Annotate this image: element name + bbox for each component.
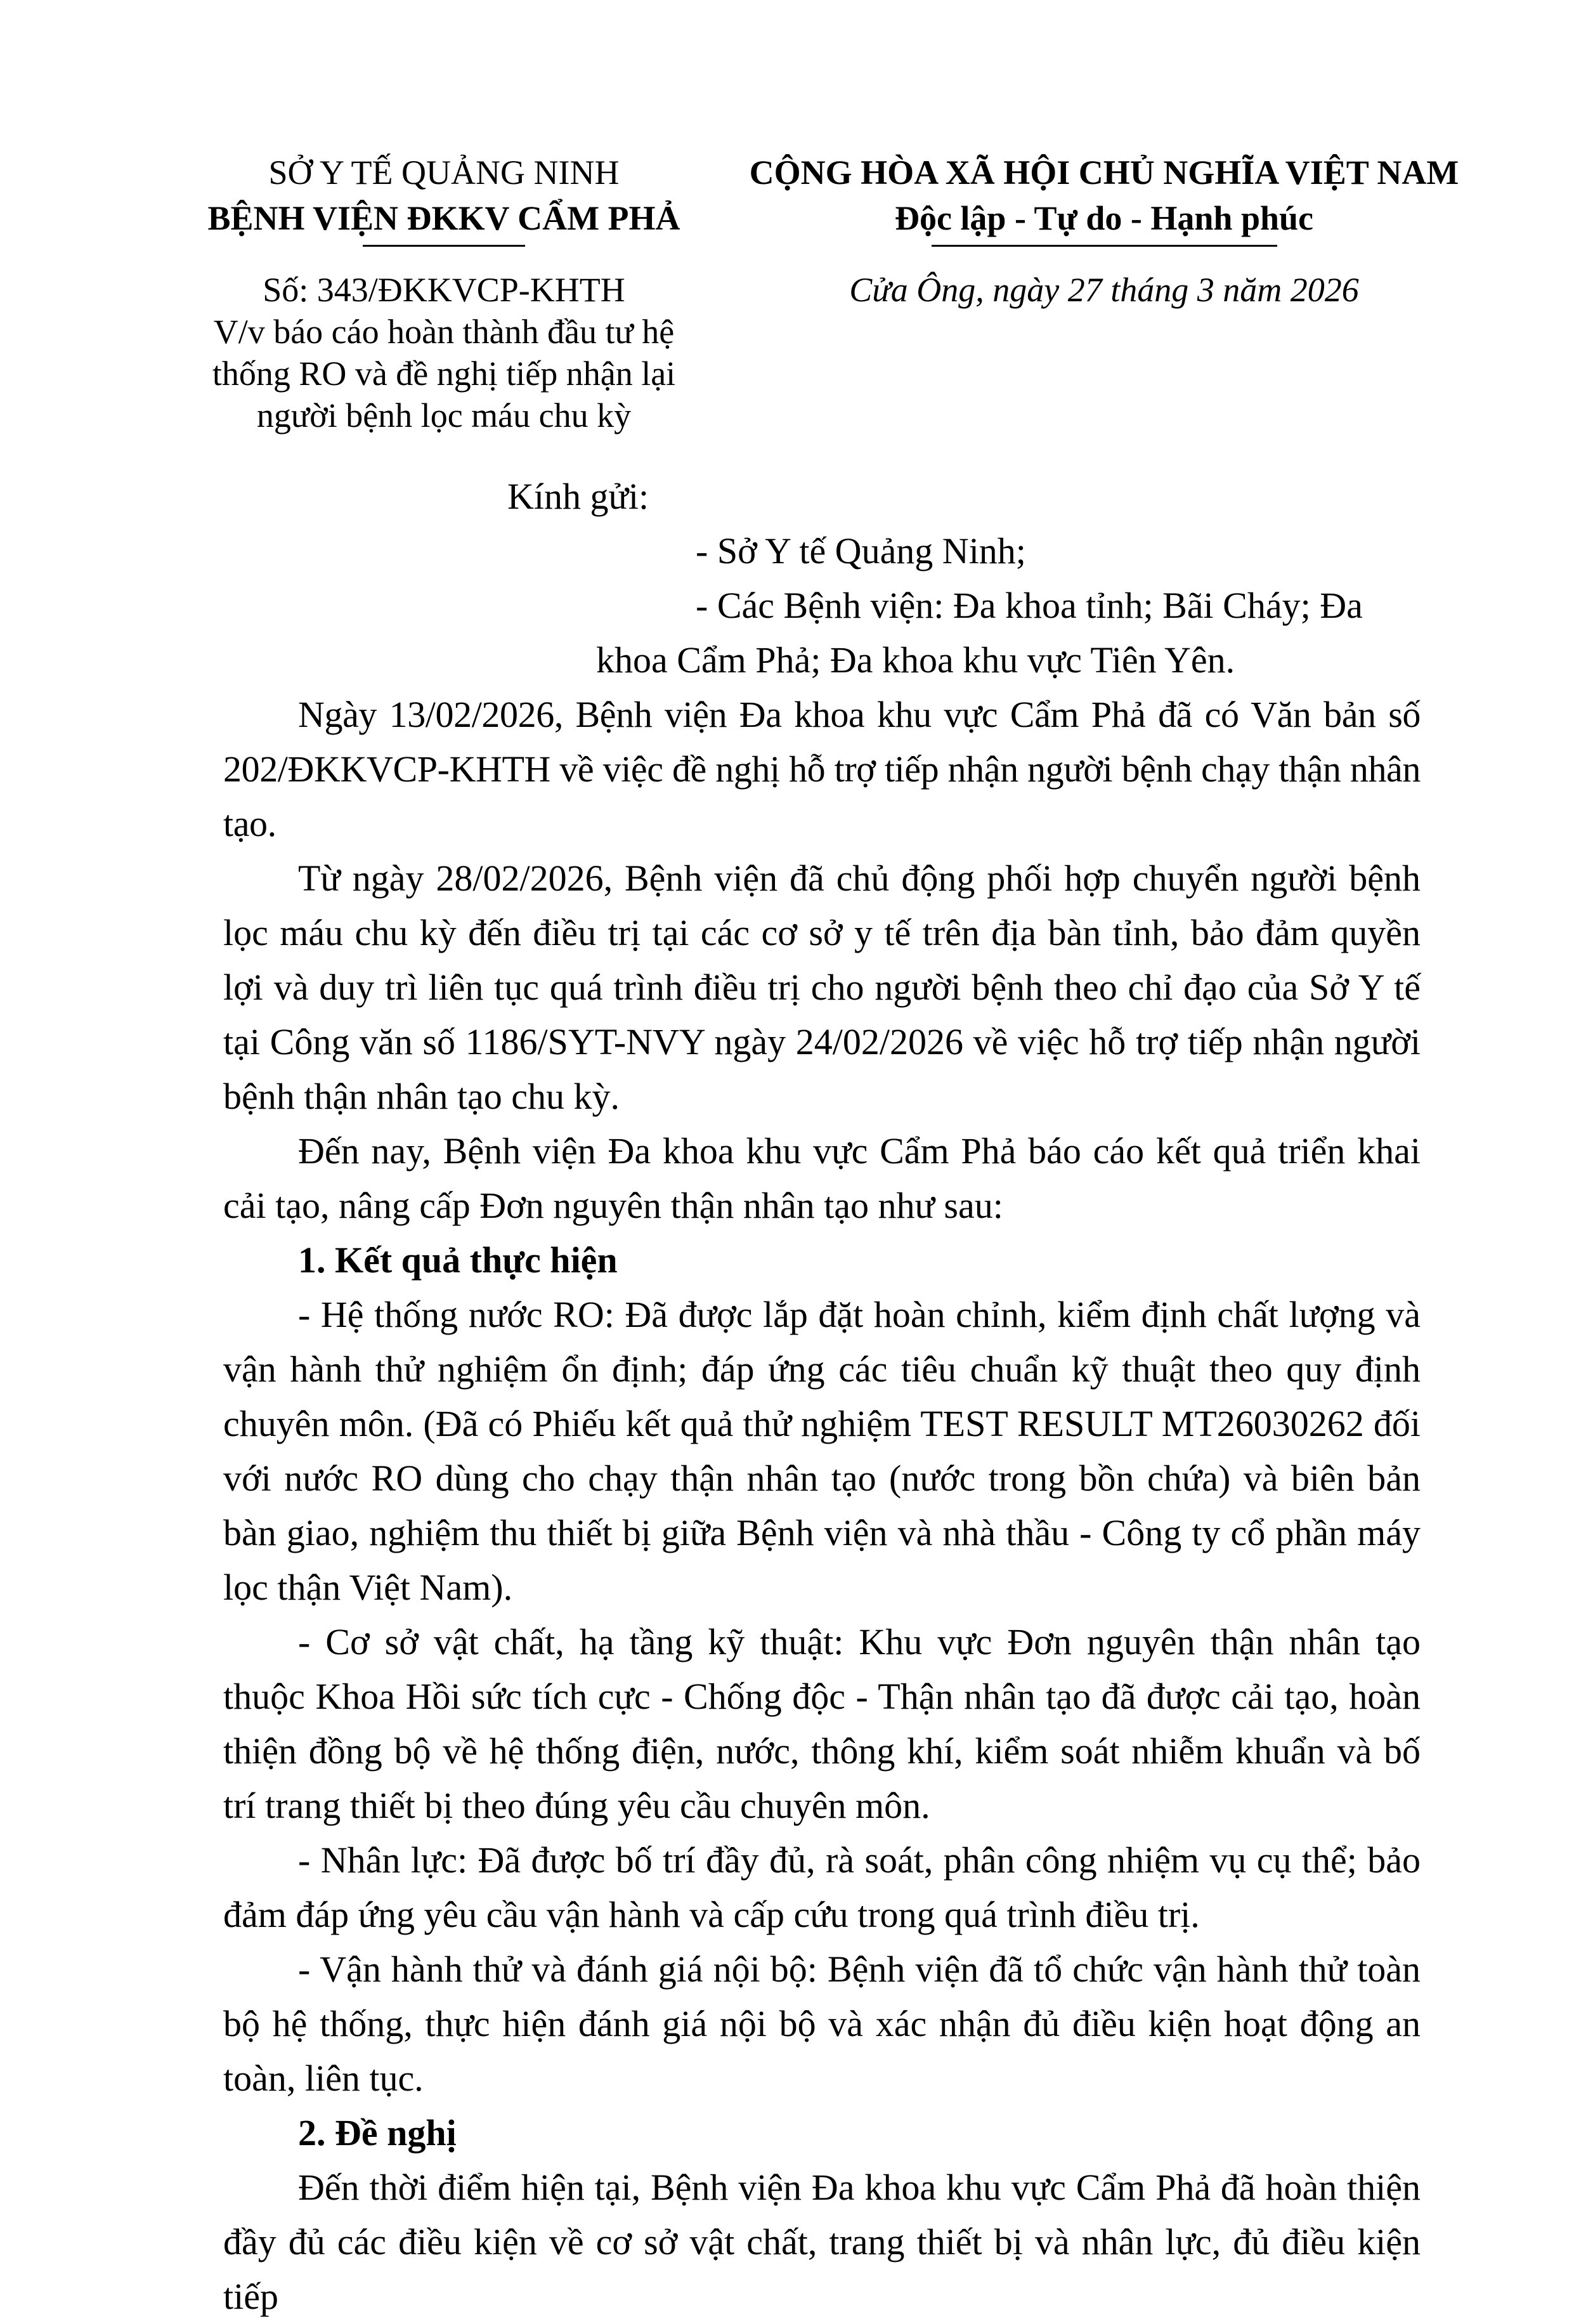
body-paragraph: Đến thời điểm hiện tại, Bệnh viện Đa khoa khu vực Cẩm Phả đã hoàn thiện đầy đủ các điều kiện về cơ sở vật chất, trang thiết bị và nhân lực, đủ điều kiện tiếp — [223, 2167, 1421, 2317]
document-number: Số: 343/ĐKKVCP-KHTH — [263, 271, 625, 309]
subject-line: V/v báo cáo hoàn thành đầu tư hệ — [213, 313, 675, 351]
body-paragraph: Ngày 13/02/2026, Bệnh viện Đa khoa khu vực Cẩm Phả đã có Văn bản số 202/ĐKKVCP-KHTH về việc đề nghị hỗ trợ tiếp nhận người bệnh chạy thận nhân tạo. — [223, 694, 1421, 844]
body-paragraph: - Nhân lực: Đã được bố trí đầy đủ, rà soát, phân công nhiệm vụ cụ thể; bảo đảm đáp ứng yêu cầu vận hành và cấp cứu trong quá trình điều trị. — [223, 1839, 1421, 1935]
reference-block — [190, 269, 698, 436]
issuing-agency-block — [190, 150, 698, 247]
body-paragraph: Đến nay, Bệnh viện Đa khoa khu vực Cẩm Phả báo cáo kết quả triển khai cải tạo, nâng cấp Đơn nguyên thận nhân tạo như sau: — [223, 1130, 1421, 1226]
body-paragraph: - Hệ thống nước RO: Đã được lắp đặt hoàn chỉnh, kiểm định chất lượng và vận hành thử nghiệm ổn định; đáp ứng các tiêu chuẩn kỹ thuật theo quy định chuyên môn. (Đã có Phiếu kết quả thử nghiệm TEST RESULT MT26030262 đối với nước RO dùng cho chạy thận nhân tạo (nước trong bồn chứa) và biên bản bàn giao, nghiệm thu thiết bị giữa Bệnh viện và nhà thầu - Công ty cổ phần máy lọc thận Việt Nam). — [223, 1294, 1421, 1608]
recipients-label: Kính gửi: — [507, 476, 649, 517]
body-paragraph: Từ ngày 28/02/2026, Bệnh viện đã chủ động phối hợp chuyển người bệnh lọc máu chu kỳ đến điều trị tại các cơ sở y tế trên địa bàn tỉnh, bảo đảm quyền lợi và duy trì liên tục quá trình điều trị cho người bệnh theo chỉ đạo của Sở Y tế tại Công văn số 1186/SYT-NVY ngày 24/02/2026 về việc hỗ trợ tiếp nhận người bệnh thận nhân tạo chu kỳ. — [223, 858, 1421, 1117]
agency-underline — [363, 245, 525, 247]
document-body — [223, 688, 1421, 2324]
recipient-item: - Các Bệnh viện: Đa khoa tỉnh; Bãi Cháy; Đa — [696, 585, 1363, 626]
national-title-block — [736, 150, 1473, 247]
subject-line: người bệnh lọc máu chu kỳ — [256, 396, 632, 434]
recipient-item-continuation: khoa Cẩm Phả; Đa khoa khu vực Tiên Yên. — [596, 639, 1235, 681]
motto-underline — [932, 245, 1277, 247]
recipient-item: - Sở Y tế Quảng Ninh; — [696, 530, 1026, 571]
section-heading: 2. Đề nghị — [298, 2112, 457, 2153]
issuing-agency: BỆNH VIỆN ĐKKV CẨM PHẢ — [207, 199, 680, 237]
body-paragraph: - Vận hành thử và đánh giá nội bộ: Bệnh viện đã tổ chức vận hành thử toàn bộ hệ thống, thực hiện đánh giá nội bộ và xác nhận đủ điều kiện hoạt động an toàn, liên tục. — [223, 1949, 1421, 2099]
section-heading: 1. Kết quả thực hiện — [298, 1239, 618, 1281]
national-motto: Độc lập - Tự do - Hạnh phúc — [894, 199, 1314, 237]
body-paragraph: - Cơ sở vật chất, hạ tầng kỹ thuật: Khu vực Đơn nguyên thận nhân tạo thuộc Khoa Hồi sức tích cực - Chống độc - Thận nhân tạo đã được cải tạo, hoàn thiện đồng bộ về hệ thống điện, nước, thông khí, kiểm soát nhiễm khuẩn và bố trí trang thiết bị theo đúng yêu cầu chuyên môn. — [223, 1621, 1421, 1826]
parent-agency: SỞ Y TẾ QUẢNG NINH — [268, 153, 620, 192]
subject-line: thống RO và đề nghị tiếp nhận lại — [212, 355, 676, 393]
place-date: Cửa Ông, ngày 27 tháng 3 năm 2026 — [849, 271, 1359, 309]
national-name: CỘNG HÒA XÃ HỘI CHỦ NGHĨA VIỆT NAM — [749, 153, 1459, 192]
